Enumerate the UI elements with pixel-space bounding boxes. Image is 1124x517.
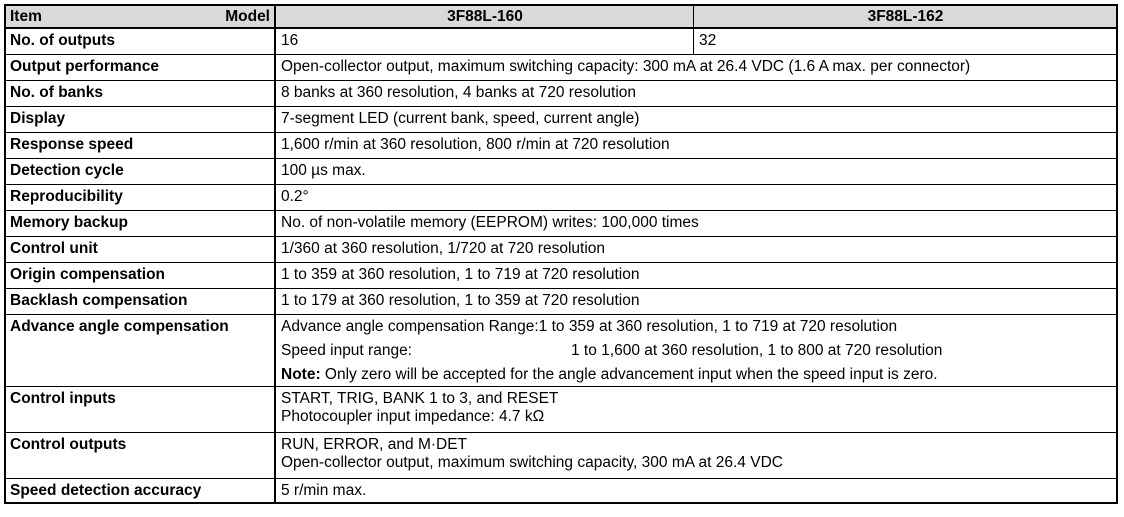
table-row	[6, 28, 1116, 54]
row-value: 5 r/min max.	[281, 482, 367, 499]
row-value: No. of non-volatile memory (EEPROM) writes: 100,000 times	[281, 214, 699, 231]
row-label: Origin compensation	[6, 263, 276, 288]
row-label: Output performance	[6, 55, 276, 80]
row-label: Advance angle compensation	[6, 315, 276, 386]
advance-range-value: 1 to 359 at 360 resolution, 1 to 719 at 720 resolution	[538, 318, 898, 335]
row-label: Speed detection accuracy	[6, 479, 276, 502]
table-row	[6, 158, 1116, 184]
note-label: Note:	[281, 366, 321, 383]
header-item-label: Item	[10, 8, 42, 25]
control-inputs-line2: Photocoupler input impedance: 4.7 kΩ	[281, 408, 545, 425]
row-label: Backlash compensation	[6, 289, 276, 314]
header-item-model-cell	[6, 6, 276, 27]
table-row	[6, 262, 1116, 288]
row-value: 0.2°	[281, 188, 309, 205]
row-value: 100 µs max.	[281, 162, 366, 179]
outputs-value-a: 16	[276, 29, 694, 54]
advance-range-line	[281, 317, 1112, 341]
table-row	[6, 432, 1116, 478]
control-inputs-values	[276, 387, 1116, 432]
row-value: Open-collector output, maximum switching capacity: 300 mA at 26.4 VDC (1.6 A max. per connector)	[281, 58, 971, 75]
header-model-label: Model	[225, 8, 270, 25]
row-label: Control inputs	[6, 387, 276, 432]
header-row	[6, 6, 1116, 28]
table-row	[6, 314, 1116, 386]
row-value: 1/360 at 360 resolution, 1/720 at 720 resolution	[281, 240, 606, 257]
table-row	[6, 236, 1116, 262]
control-outputs-values	[276, 433, 1116, 478]
row-label: Display	[6, 107, 276, 132]
table-row	[6, 132, 1116, 158]
speed-range-label: Speed input range:	[281, 342, 412, 359]
spec-table	[4, 4, 1118, 504]
advance-angle-values	[276, 315, 1116, 386]
row-value: 8 banks at 360 resolution, 4 banks at 720 resolution	[281, 84, 637, 101]
table-row	[6, 184, 1116, 210]
note-text: Only zero will be accepted for the angle advancement input when the speed input is zero.	[324, 366, 938, 383]
row-label: No. of banks	[6, 81, 276, 106]
control-outputs-line1: RUN, ERROR, and M·DET	[281, 436, 468, 453]
table-row	[6, 210, 1116, 236]
header-model-a: 3F88L-160	[276, 6, 694, 27]
table-row	[6, 54, 1116, 80]
row-value: 1 to 179 at 360 resolution, 1 to 359 at 720 resolution	[281, 292, 640, 309]
row-label: No. of outputs	[6, 29, 276, 54]
row-label: Response speed	[6, 133, 276, 158]
table-row	[6, 386, 1116, 432]
row-label: Reproducibility	[6, 185, 276, 210]
row-label: Memory backup	[6, 211, 276, 236]
row-label: Detection cycle	[6, 159, 276, 184]
note-line	[281, 365, 1112, 389]
table-row	[6, 478, 1116, 502]
control-outputs-line2: Open-collector output, maximum switching capacity, 300 mA at 26.4 VDC	[281, 454, 783, 471]
row-value: 7-segment LED (current bank, speed, current angle)	[281, 110, 640, 127]
table-row	[6, 106, 1116, 132]
table-row	[6, 80, 1116, 106]
table-row	[6, 288, 1116, 314]
outputs-value-b: 32	[699, 32, 717, 49]
speed-range-value: 1 to 1,600 at 360 resolution, 1 to 800 at 720 resolution	[571, 342, 943, 359]
header-model-b: 3F88L-162	[867, 8, 944, 25]
row-label: Control outputs	[6, 433, 276, 478]
speed-range-line	[281, 341, 1112, 365]
row-label: Control unit	[6, 237, 276, 262]
row-value: 1,600 r/min at 360 resolution, 800 r/min at 720 resolution	[281, 136, 670, 153]
row-value: 1 to 359 at 360 resolution, 1 to 719 at 720 resolution	[281, 266, 640, 283]
control-inputs-line1: START, TRIG, BANK 1 to 3, and RESET	[281, 390, 559, 407]
advance-range-label: Advance angle compensation Range:	[281, 318, 539, 335]
